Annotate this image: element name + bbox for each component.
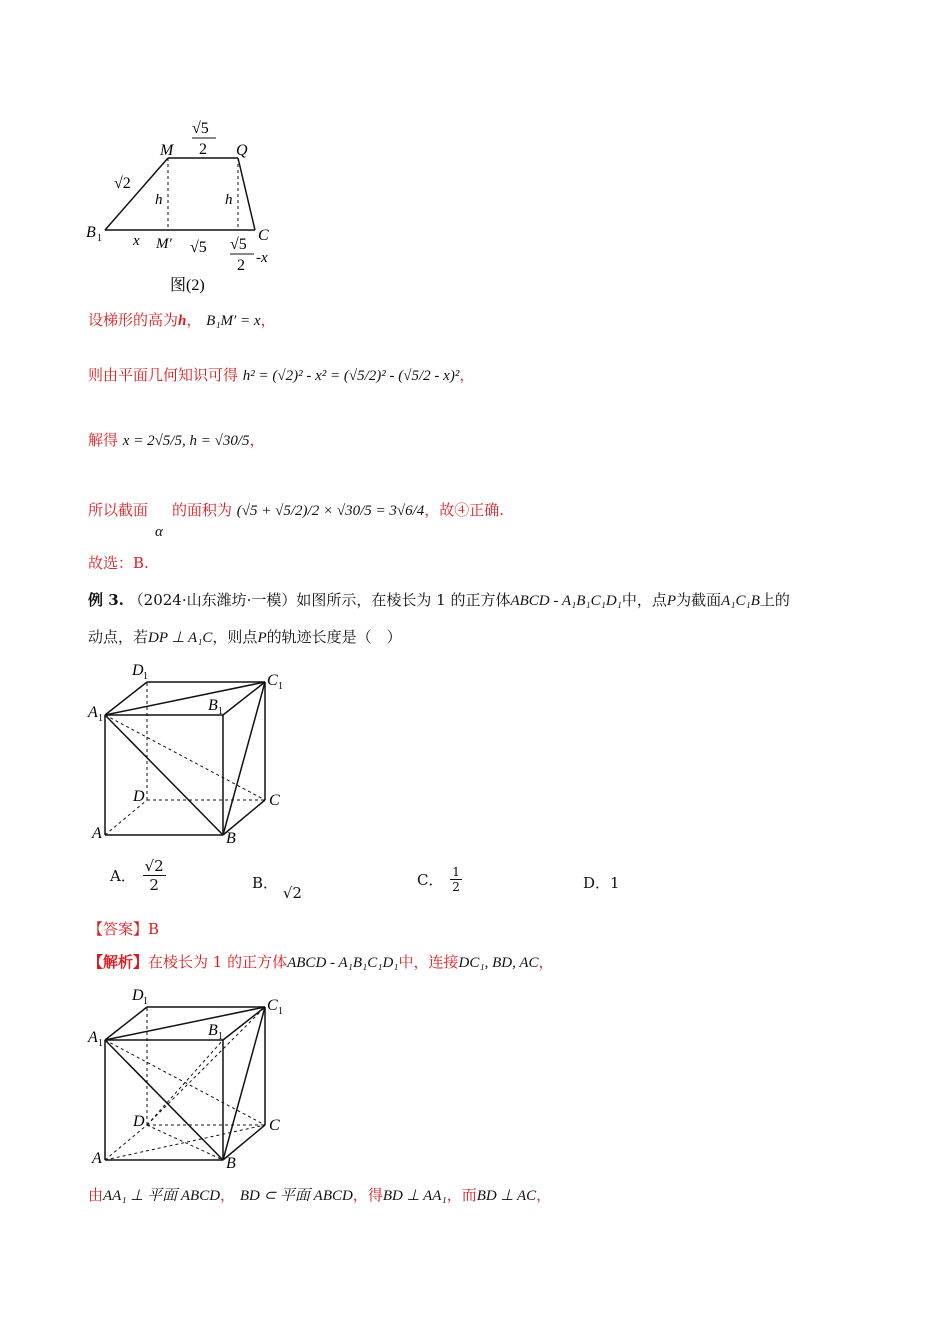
label-C1: C (267, 997, 278, 1014)
diag-D-B (147, 1125, 223, 1160)
last-b: AA₁ ⊥ 平面 ABCD (103, 1188, 221, 1204)
label-top-num: √5 (192, 120, 209, 137)
text-l3: 解得 (88, 431, 119, 449)
analysis-t2: 中，连接 (398, 953, 459, 971)
text-l1-end: ， (260, 311, 276, 329)
label-C: C (269, 1117, 280, 1134)
option-A-label: A． (110, 867, 136, 885)
option-A[interactable] (110, 857, 168, 894)
math-geometry-equation: h² = (√2)² - x² = (√5/2)² - (√5/2 - x)² (242, 368, 460, 384)
label-C: C (269, 792, 280, 809)
trapezoid-figure (80, 110, 290, 300)
diag-C1-B (223, 1007, 265, 1160)
label-A1: A (88, 704, 98, 721)
var-h: h (178, 313, 187, 329)
label-x: x (133, 233, 140, 249)
label-D1: D (132, 662, 144, 679)
last-i: ， (536, 1186, 552, 1204)
label-Mprime: M′ (156, 236, 172, 252)
option-A-frac (143, 857, 166, 894)
label-h-left: h (155, 192, 163, 208)
cube-figure-2 (80, 980, 300, 1175)
example-line2a: 动点，若 (88, 628, 149, 646)
label-C: C (258, 227, 269, 244)
label-B1: B (208, 1022, 218, 1039)
example-text1: （2024·山东潍坊·一模）如图所示，在棱长为 1 的正方体 (128, 591, 511, 609)
analysis-t4: ， (538, 953, 554, 971)
option-B-label: B． (252, 874, 279, 892)
label-B1-sub: 1 (218, 1031, 223, 1042)
line-area-2 (172, 500, 504, 521)
example-cube: ABCD - A₁B₁C₁D₁ (510, 593, 622, 609)
diag-A-C (105, 1125, 265, 1160)
option-C[interactable] (417, 865, 464, 894)
answer-tag: 【答案】 (88, 920, 149, 938)
text-l4b: 的面积为 (172, 501, 233, 519)
answer-line (88, 919, 159, 939)
option-C-num: 1 (452, 865, 460, 879)
diag-D-C1 (147, 1007, 265, 1125)
example-line2b: ，则点 (212, 628, 258, 646)
text-l4c: ，故④正确. (424, 501, 505, 519)
text-l2: 则由平面几何知识可得 (88, 366, 239, 384)
text-l4a: 所以截面 (88, 501, 149, 519)
label-A: A (92, 825, 102, 842)
math-b1m-eq-x: B₁M′ = x (206, 313, 261, 329)
example-P: P (666, 593, 677, 609)
label-D: D (133, 788, 145, 805)
label-right-num: √5 (230, 236, 247, 253)
alpha-symbol: α (155, 524, 163, 540)
edge-QC (238, 158, 255, 230)
option-B[interactable] (252, 872, 302, 902)
option-D-label: D． (583, 874, 611, 892)
label-bottom-mid: √5 (190, 239, 207, 256)
answer-value: B (148, 920, 160, 938)
label-D1-sub: 1 (143, 671, 148, 682)
label-A1: A (88, 1029, 98, 1046)
diag-A1-C (105, 715, 265, 800)
label-B1-sub: 1 (97, 233, 102, 244)
label-A1-sub: 1 (98, 1038, 103, 1049)
diag-A1-C1 (105, 1007, 265, 1040)
line-choose: 故选：B. (88, 554, 149, 572)
last-c: ， (220, 1186, 236, 1204)
label-B1-sub: 1 (218, 706, 223, 717)
figure-caption: 图(2) (170, 277, 205, 294)
example-label: 例 3. (88, 591, 124, 609)
label-right-den: 2 (237, 257, 245, 274)
option-C-label: C． (417, 871, 444, 889)
line-solve-result: 解得 x = 2√5/5, h = √30/5， (88, 431, 265, 449)
diag-A1-C1 (105, 682, 265, 715)
example-P-2: P (257, 630, 267, 646)
line-geometry-equation: 则由平面几何知识可得 h² = (√2)² - x² = (√5/2)² - (√5/2 - x)²， (88, 366, 475, 384)
analysis-cube: ABCD - A₁B₁C₁D₁ (287, 955, 399, 971)
last-a: 由 (88, 1186, 104, 1204)
last-f: BD ⊥ AA₁ (382, 1188, 447, 1204)
edge-A-D (105, 1125, 147, 1160)
example-line-2 (88, 627, 402, 648)
analysis-line (88, 952, 554, 973)
example-line-1 (88, 590, 790, 611)
diag-C1-B (223, 682, 265, 835)
option-C-den: 2 (452, 880, 460, 894)
last-line (88, 1185, 551, 1206)
analysis-tag: 【解析】 (88, 953, 149, 971)
option-D[interactable] (583, 872, 620, 893)
label-D1-sub: 1 (143, 996, 148, 1007)
label-C1-sub: 1 (278, 681, 283, 692)
label-B: B (226, 1155, 236, 1172)
label-A1-sub: 1 (98, 713, 103, 724)
label-A: A (92, 1150, 102, 1167)
last-h: BD ⊥ AC (476, 1188, 537, 1204)
example-text2: 中，点 (621, 591, 667, 609)
option-B-val: √2 (282, 884, 302, 902)
text-l1-comma: ， (186, 311, 202, 329)
diag-A1-C (105, 1040, 265, 1125)
diag-A1-B (105, 715, 223, 835)
label-sqrt2: √2 (114, 175, 131, 192)
example-line2c: 的轨迹长度是（ ） (266, 628, 402, 646)
cube-figure-1 (80, 655, 300, 850)
option-D-val: 1 (610, 874, 620, 892)
example-plane: A₁C₁B (721, 593, 760, 609)
option-C-frac (450, 865, 462, 894)
edge-A-D (105, 800, 147, 835)
math-area: (√5 + √5/2)/2 × √30/5 = 3√6/4 (236, 503, 425, 519)
label-h-right: h (225, 192, 233, 208)
label-D: D (133, 1113, 145, 1130)
example-text3: 为截面 (676, 591, 722, 609)
label-B: B (226, 830, 236, 847)
last-e: ，得 (352, 1186, 383, 1204)
option-A-den: 2 (149, 876, 159, 894)
line-trapezoid-height (88, 310, 276, 331)
last-d: BD ⊂ 平面 ABCD (239, 1188, 353, 1204)
math-solution: x = 2√5/5, h = √30/5 (122, 433, 250, 449)
last-g: ，而 (446, 1186, 477, 1204)
text-l1: 设梯形的高为 (88, 311, 179, 329)
example-text4: 上的 (759, 591, 790, 609)
label-C1: C (267, 672, 278, 689)
label-C1-sub: 1 (278, 1006, 283, 1017)
option-A-num: √2 (144, 857, 164, 875)
label-M: M (160, 142, 174, 159)
label-B1: B (86, 224, 96, 241)
line-area (88, 500, 148, 520)
label-D1: D (132, 987, 144, 1004)
example-condition: DP ⊥ A₁C (148, 630, 213, 646)
diag-A1-B (105, 1040, 223, 1160)
label-right-tail: -x (256, 250, 268, 266)
label-top-den: 2 (199, 141, 207, 158)
analysis-t1: 在棱长为 1 的正方体 (148, 953, 288, 971)
label-B1: B (208, 697, 218, 714)
label-Q: Q (236, 142, 248, 159)
analysis-t3: DC₁, BD, AC (458, 955, 539, 971)
